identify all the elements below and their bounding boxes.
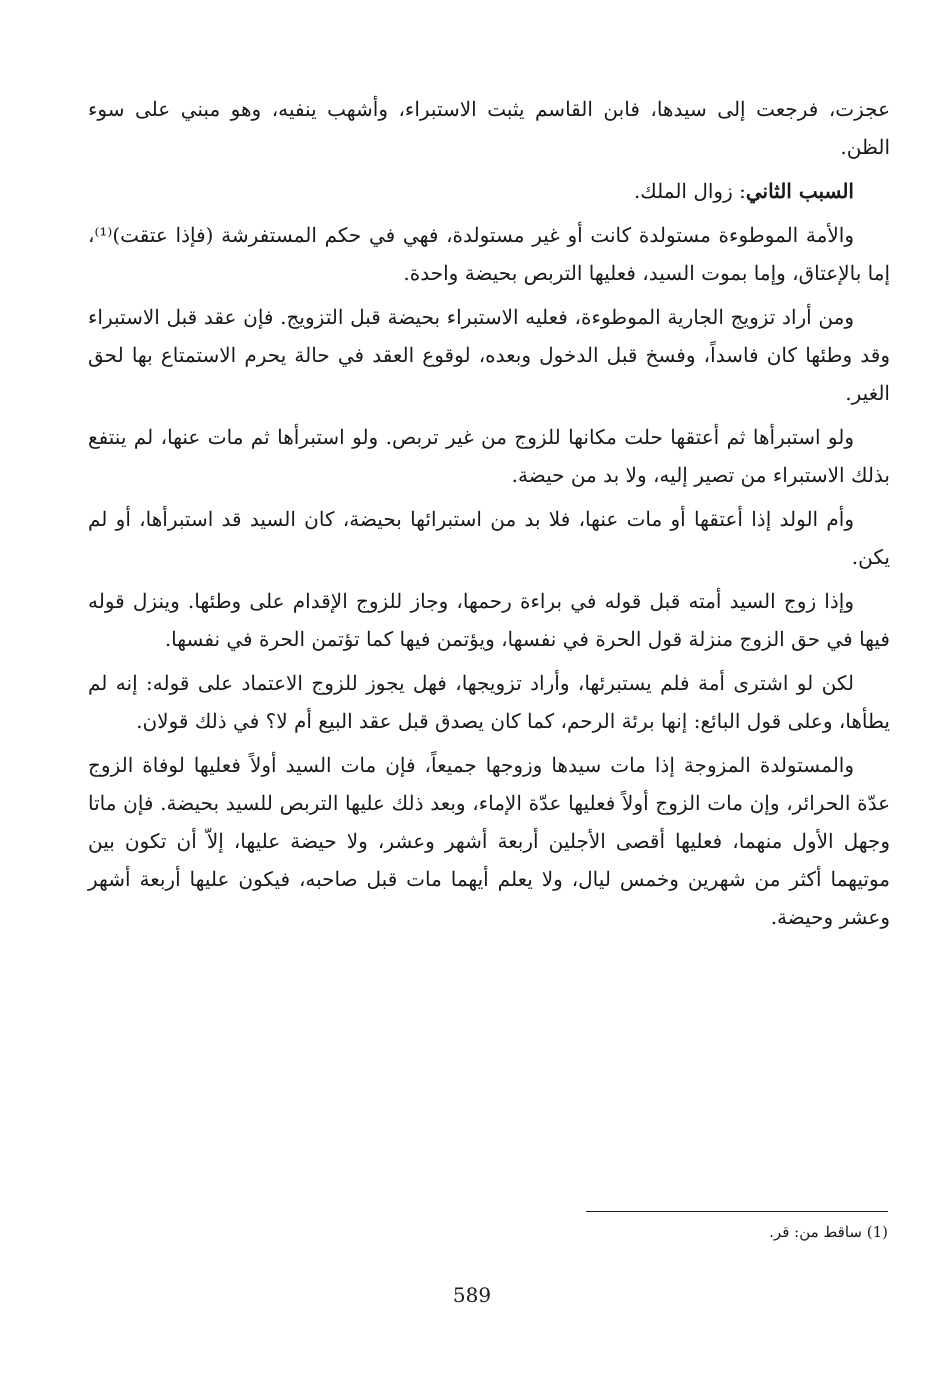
paragraph-7: لكن لو اشترى أمة فلم يستبرئها، وأراد تزويجها، فهل يجوز للزوج الاعتماد على قوله: إنه لم يطأها، وعلى قول البائع: إنها برئة الرحم، كما كان يصدق قبل عقد البيع أم لا؟ في ذلك قولان. <box>88 671 890 733</box>
section-heading <box>88 172 890 210</box>
paragraph-4: ولو استبرأها ثم أعتقها حلت مكانها للزوج من غير تربص. ولو استبرأها ثم مات عنها، لم ينتفع بذلك الاستبراء من تصير إليه، ولا بد من حيضة. <box>88 425 890 487</box>
paragraph-6: وإذا زوج السيد أمته قبل قوله في براءة رحمها، وجاز للزوج الإقدام على وطئها. وينزل قوله فيها في حق الزوج منزلة قول الحرة في نفسها، ويؤتمن فيها كما تؤتمن الحرة في نفسها. <box>88 589 890 651</box>
paragraph-8: والمستولدة المزوجة إذا مات سيدها وزوجها جميعاً، فإن مات السيد أولاً فعليها لوفاة الزوج عدّة الحرائر، وإن مات الزوج أولاً فعليها عدّة الإماء، وبعد ذلك عليها التربص للسيد بحيضة. فإن ماتا وجهل الأول منهما، فعليها أقصى الأجلين أربعة أشهر وعشر، ولا حيضة عليها، إلاّ أن تكون بين موتيهما أكثر من شهرين وخمس ليال، ولا يعلم أيهما مات قبل صاحبه، فيكون عليها أربعة أشهر وعشر وحيضة. <box>88 753 890 929</box>
paragraph-1: عجزت، فرجعت إلى سيدها، فابن القاسم يثبت الاستبراء، وأشهب ينفيه، وهو مبني على سوء الظن. <box>88 97 890 159</box>
page-number: 589 <box>452 1283 492 1307</box>
page-body <box>88 90 890 942</box>
paragraph-2: والأمة الموطوءة مستولدة كانت أو غير مستولدة، فهي في حكم المستفرشة (فإذا عتقت)⁽¹⁾، إما بالإعتاق، وإما بموت السيد، فعليها التربص بحيضة واحدة. <box>88 223 890 285</box>
paragraph-3: ومن أراد تزويج الجارية الموطوءة، فعليه الاستبراء بحيضة قبل التزويج. فإن عقد قبل الاستبراء وقد وطئها كان فاسداً، وفسخ قبل الدخول وبعده، لوقوع العقد في حالة يحرم الاستمتاع بها لحق الغير. <box>88 305 890 405</box>
footnote-divider <box>586 1211 888 1212</box>
paragraph-5: وأم الولد إذا أعتقها أو مات عنها، فلا بد من استبرائها بحيضة، كان السيد قد استبرأها، أو لم يكن. <box>88 507 890 569</box>
section-heading-title: السبب الثاني <box>745 179 854 203</box>
section-heading-rest: : زوال الملك. <box>633 179 746 203</box>
footnote: (1) ساقط من: قر. <box>769 1223 888 1241</box>
